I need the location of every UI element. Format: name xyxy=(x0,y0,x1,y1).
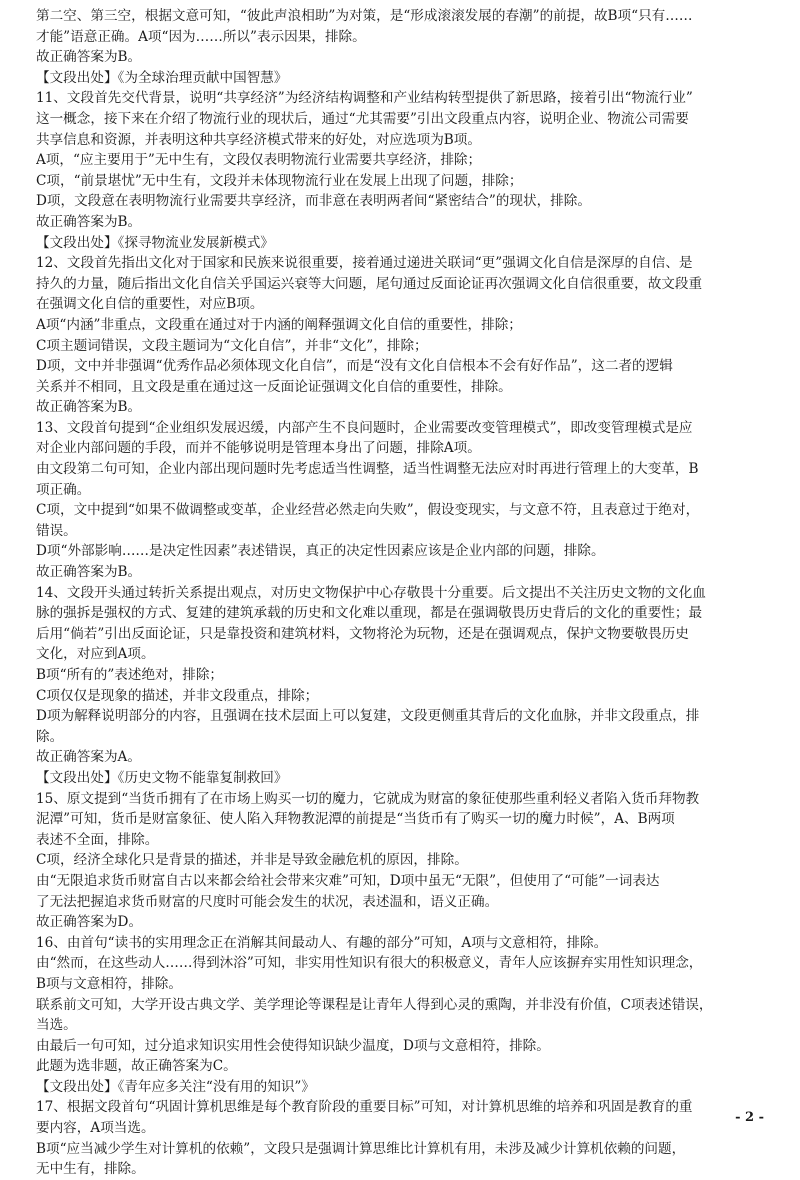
text-line: 这一概念，接下来在介绍了物流行业的现状后，通过“尤其需要”引出文段重点内容，说明企业、物流公司需要 xyxy=(36,110,689,127)
text-line: 由最后一句可知，过分追求知识实用性会使得知识缺少温度，D项与文意相符，排除。 xyxy=(36,1037,550,1054)
text-line: 【文段出处】《探寻物流业发展新模式》 xyxy=(36,234,274,251)
text-line: C项仅仅是现象的描述，并非文段重点，排除； xyxy=(36,687,319,704)
text-line: 在强调文化自信的重要性，对应B项。 xyxy=(36,296,264,313)
text-line: A项，“应主要用于”无中生有，文段仅表明物流行业需要共享经济，排除； xyxy=(36,152,482,169)
text-line: 泥潭”可知，货币是财富象征、使人陷入拜物教泥潭的前提是“当货币有了购买一切的魔力时候”，A、B两项 xyxy=(36,811,675,828)
text-line: D项，文段意在表明物流行业需要共享经济，而非意在表明两者间“紧密结合”的现状，排除。 xyxy=(36,193,591,210)
text-line: 共享信息和资源，并表明这种共享经济模式带来的好处，对应选项为B项。 xyxy=(36,131,481,148)
text-line: 持久的力量，随后指出文化自信关乎国运兴衰等大问题，尾句通过反面论证再次强调文化自信很重要，故文段重 xyxy=(36,275,703,292)
text-line: 13、文段首句提到“企业组织发展迟缓，内部产生不良问题时，企业需要改变管理模式”，即改变管理模式是应 xyxy=(36,419,693,436)
text-line: 由“无限追求货币财富自古以来都会给社会带来灾难”可知，D项中虽无“无限”，但使用了“可能”一词表达 xyxy=(36,872,660,889)
text-line: 了无法把握追求货币财富的尺度时可能会发生的状况，表述温和，语义正确。 xyxy=(36,893,499,910)
text-line: D项“外部影响……是决定性因素”表述错误，真正的决定性因素应该是企业内部的问题，排除。 xyxy=(36,543,605,560)
text-line: 11、文段首先交代背景，说明“共享经济”为经济结构调整和产业结构转型提供了新思路，接着引出“物流行业” xyxy=(36,90,693,107)
text-line: 12、文段首先指出文化对于国家和民族来说很重要，接着通过递进关联词“更”强调文化自信是深厚的自信、是 xyxy=(36,255,693,272)
text-line: 联系前文可知，大学开设古典文学、美学理论等课程是让青年人得到心灵的熏陶，并非没有价值，C项表述错误， xyxy=(36,996,713,1013)
text-line: B项与文意相符，排除。 xyxy=(36,975,182,992)
text-line: 才能”语意正确。A项“因为……所以”表示因果，排除。 xyxy=(36,28,366,45)
text-line: 当选。 xyxy=(36,1017,77,1034)
text-line: 表述不全面，排除。 xyxy=(36,831,159,848)
text-line: 故正确答案为B。 xyxy=(36,49,142,66)
text-line: 关系并不相同，且文段是重在通过这一反面论证强调文化自信的重要性，排除。 xyxy=(36,378,512,395)
page-number: - 2 - xyxy=(735,1110,764,1125)
text-line: B项“应当减少学生对计算机的依赖”，文段只是强调计算思维比计算机有用，未涉及减少计算机依赖的问题， xyxy=(36,1140,686,1157)
text-line: 由文段第二句可知，企业内部出现问题时先考虑适当性调整，适当性调整无法应对时再进行管理上的大变革，B xyxy=(36,461,699,478)
text-line: A项“内涵”非重点，文段重在通过对于内涵的阐释强调文化自信的重要性，排除； xyxy=(36,316,522,333)
text-line: D项，文中并非强调“优秀作品必须体现文化自信”，而是“没有文化自信根本不会有好作品”，这二者的逻辑 xyxy=(36,358,673,375)
text-line: C项，文中提到“如果不做调整或变革，企业经营必然走向失败”，假设变现实，与文意不符，且表意过于绝对， xyxy=(36,502,700,519)
text-line: 故正确答案为B。 xyxy=(36,399,142,416)
text-line: B项“所有的”表述绝对，排除； xyxy=(36,667,224,683)
text-line: 项正确。 xyxy=(36,481,91,498)
text-line: 【文段出处】《为全球治理贡献中国智慧》 xyxy=(36,69,288,86)
text-line: 除。 xyxy=(36,728,64,745)
text-line: 由“然而，在这些动人……得到沐浴”可知，非实用性知识有很大的积极意义，青年人应该摒弃实用性知识理念， xyxy=(36,955,703,972)
text-line: 【文段出处】《历史文物不能靠复制救回》 xyxy=(36,769,288,786)
text-line: 无中生有，排除。 xyxy=(36,1161,145,1178)
answer-explanation-body xyxy=(36,6,768,1180)
text-line: C项，经济全球化只是背景的描述，并非是导致金融危机的原因，排除。 xyxy=(36,852,468,869)
text-line: 16、由首句“读书的实用理念正在消解其间最动人、有趣的部分”可知，A项与文意相符，排除。 xyxy=(36,934,608,951)
text-line: 对企业内部问题的手段，而并不能够说明是管理本身出了问题，排除A项。 xyxy=(36,440,481,457)
text-line: 故正确答案为B。 xyxy=(36,564,142,581)
text-line: 15、原文提到“当货币拥有了在市场上购买一切的魔力，它就成为财富的象征使那些重利轻义者陷入货币拜物教 xyxy=(36,790,700,807)
text-line: C项主题词错误，文段主题词为“文化自信”，并非“文化”，排除； xyxy=(36,337,428,354)
text-line: C项，“前景堪忧”无中生有，文段并未体现物流行业在发展上出现了问题，排除； xyxy=(36,172,523,189)
text-line: 第二空、第三空，根据文意可知，“彼此声浪相助”为对策，是“形成滚滚发展的春潮”的前提，故B项“只有…… xyxy=(36,8,693,24)
text-line: 14、文段开头通过转折关系提出观点，对历史文物保护中心存敬畏十分重要。后文提出不关注历史文物的文化血 xyxy=(36,584,706,601)
text-line: D项为解释说明部分的内容，且强调在技术层面上可以复建，文段更侧重其背后的文化血脉，并非文段重点，排 xyxy=(36,708,700,725)
text-line: 错误。 xyxy=(36,522,77,539)
text-line: 故正确答案为A。 xyxy=(36,749,141,766)
text-line: 【文段出处】《青年应多关注“没有用的知识”》 xyxy=(36,1078,315,1095)
text-line: 文化，对应到A项。 xyxy=(36,646,155,663)
text-line: 故正确答案为D。 xyxy=(36,914,143,931)
text-line: 脉的强拆是强权的方式、复建的建筑承载的历史和文化难以重现，都是在强调敬畏历史背后的文化的重要性；最 xyxy=(36,605,703,622)
text-line: 17、根据文段首句“巩固计算机思维是每个教育阶段的重要目标”可知，对计算机思维的培养和巩固是教育的重 xyxy=(36,1099,693,1116)
text-line: 后用“倘若”引出反面论证，只是靠投资和建筑材料，文物将沦为玩物，还是在强调观点，保护文物要敬畏历史 xyxy=(36,625,689,642)
text-line: 要内容，A项当选。 xyxy=(36,1120,155,1137)
text-line: 此题为选非题，故正确答案为C。 xyxy=(36,1058,237,1075)
text-line: 故正确答案为B。 xyxy=(36,213,142,230)
